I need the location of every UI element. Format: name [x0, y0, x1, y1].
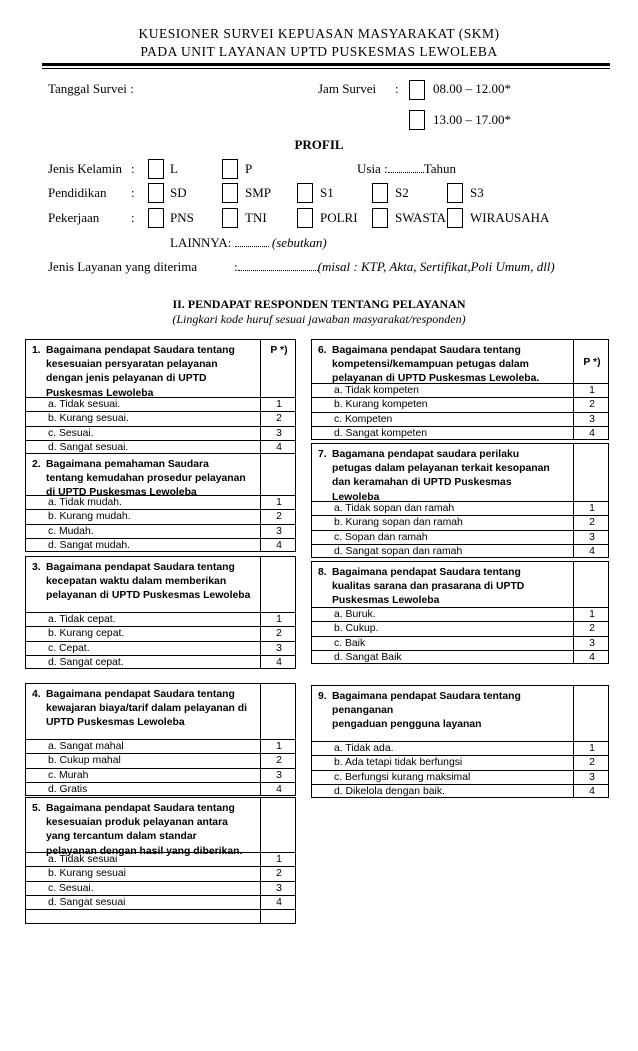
other-job-row [170, 235, 327, 251]
question-3-table [25, 556, 296, 669]
question-4-text-line: Bagaimana pendapat Saudara tentang [46, 689, 235, 700]
question-8-option-score: 3 [589, 637, 595, 649]
question-3-option-label[interactable]: d. Sangat cepat. [48, 656, 124, 668]
question-6-option-label[interactable]: c. Kompeten [334, 413, 393, 425]
question-3-option-label[interactable]: c. Cepat. [48, 642, 90, 654]
question-2-number: 2. [32, 459, 41, 470]
service-type-label: Jenis Layanan yang diterima [48, 259, 198, 274]
question-7-option-score: 2 [589, 517, 595, 529]
question-1-text-line: kesesuaian persyaratan pelayanan [46, 359, 218, 371]
question-2-option-score: 4 [276, 539, 282, 551]
question-4-option-label[interactable]: b. Cukup mahal [48, 755, 121, 767]
question-9-option-label[interactable]: d. Dikelola dengan baik. [334, 785, 445, 797]
time-slot-2-label: 13.00 – 17.00* [433, 112, 511, 127]
question-5-blank-row [26, 910, 295, 924]
question-4-table [25, 683, 296, 796]
question-6-text-line: Bagaimana pendapat Saudara tentang [332, 345, 521, 356]
question-7-option-label[interactable]: a. Tidak sopan dan ramah [334, 503, 455, 514]
question-4-option-score: 2 [276, 755, 282, 767]
question-5-option-label[interactable]: d. Sangat sesuai [48, 896, 126, 908]
gender-l-checkbox[interactable] [148, 159, 164, 179]
gender-label: Jenis Kelamin [48, 161, 123, 176]
question-5-text-line: yang tercantum dalam standar [46, 831, 197, 843]
service-type-hint: (misal : KTP, Akta, Sertifikat,Poli Umum, dll) [317, 259, 555, 274]
job-pns-checkbox[interactable] [148, 208, 164, 228]
question-7-text-line: Lewoleba [332, 491, 380, 503]
question-2-option-score: 1 [276, 497, 282, 508]
question-1-text-line: dengan jenis pelayanan di UPTD [46, 373, 207, 385]
question-6-option-score: 1 [589, 385, 595, 396]
colon: : [395, 81, 399, 96]
job-swasta-checkbox[interactable] [372, 208, 388, 228]
question-3-number: 3. [32, 562, 41, 573]
question-6-option-score: 2 [589, 399, 595, 411]
question-5-option-score: 1 [276, 854, 282, 865]
question-8-option-label[interactable]: d. Sangat Baik [334, 651, 402, 663]
question-9-option-label[interactable]: c. Berfungsi kurang maksimal [334, 771, 471, 783]
time-slot-2-checkbox[interactable] [409, 110, 425, 130]
education-label: Pendidikan [48, 185, 107, 200]
age-input[interactable] [388, 162, 424, 173]
job-polri-label: POLRI [320, 210, 358, 225]
question-2-option-label[interactable]: c. Mudah. [48, 525, 94, 537]
score-column-header: P *) [583, 357, 601, 368]
question-6-option-label[interactable]: a. Tidak kompeten [334, 385, 419, 396]
question-3-option-score: 1 [276, 614, 282, 625]
question-3-text-line: pelayanan di UPTD Puskesmas Lewoleba [46, 590, 251, 602]
question-8-text-line: Bagaimana pendapat Saudara tentang [332, 567, 521, 578]
question-5-table [25, 797, 296, 924]
question-7-text-line: petugas dalam pelayanan terkait kesopanan [332, 463, 550, 475]
question-4-option-label[interactable]: a. Sangat mahal [48, 741, 124, 752]
job-wirausaha-checkbox[interactable] [447, 208, 463, 228]
colon: : [131, 210, 135, 225]
question-7-option-score: 4 [589, 545, 595, 557]
question-8-option-label[interactable]: b. Cukup. [334, 623, 379, 635]
colon: : [131, 161, 135, 176]
form-title-line1: KUESIONER SURVEI KEPUASAN MASYARAKAT (SKM) [138, 26, 500, 41]
colon: : [131, 185, 135, 200]
question-9-option-score: 1 [589, 743, 595, 754]
question-8-option-label[interactable]: a. Buruk. [334, 609, 376, 620]
question-4-number: 4. [32, 689, 41, 700]
question-1-option-label[interactable]: a. Tidak sesuai. [48, 399, 121, 410]
question-9-text-line: penanganan [332, 705, 394, 717]
other-job-input[interactable] [235, 236, 269, 247]
question-2-option-score: 3 [276, 525, 282, 537]
question-3-option-score: 4 [276, 656, 282, 668]
question-5-number: 5. [32, 803, 41, 814]
question-8-option-label[interactable]: c. Baik [334, 637, 366, 649]
question-8-option-score: 2 [589, 623, 595, 635]
question-5-option-score: 4 [276, 896, 282, 908]
edu-s2-label: S2 [395, 185, 409, 200]
question-6-text-line: pelayanan di UPTD Puskesmas Lewoleba. [332, 373, 540, 385]
question-2-text-line: tentang kemudahan prosedur pelayanan [46, 473, 246, 485]
question-6-text-line: kompetensi/kemampuan petugas dalam [332, 359, 529, 371]
question-7-text-line: dan keramahan di UPTD Puskesmas [332, 477, 512, 489]
question-1-option-score: 4 [276, 441, 282, 453]
job-tni-checkbox[interactable] [222, 208, 238, 228]
question-3-option-label[interactable]: b. Kurang cepat. [48, 628, 125, 640]
job-label: Pekerjaan [48, 210, 100, 225]
question-6-option-label[interactable]: b. Kurang kompeten [334, 399, 428, 411]
edu-s1-label: S1 [320, 185, 334, 200]
question-4-text-line: UPTD Puskesmas Lewoleba [46, 717, 185, 729]
other-job-hint: (sebutkan) [271, 235, 327, 250]
question-1-option-label[interactable]: c. Sesuai. [48, 427, 94, 439]
age-unit: Tahun [423, 161, 457, 176]
question-1-option-score: 1 [276, 399, 282, 410]
question-7-option-score: 1 [589, 503, 595, 514]
question-9-option-label[interactable]: a. Tidak ada. [334, 743, 394, 754]
question-2-option-score: 2 [276, 511, 282, 523]
question-4-option-score: 3 [276, 769, 282, 781]
header-rule-thin [42, 68, 610, 69]
question-9-table [311, 685, 609, 798]
job-swasta-label: SWASTA [395, 210, 446, 225]
question-4-text-line: kewajaran biaya/tarif dalam pelayanan di [46, 703, 247, 715]
question-8-option-score: 4 [589, 651, 595, 663]
edu-sd-label: SD [170, 185, 187, 200]
question-2-table [25, 453, 296, 552]
question-6-option-label[interactable]: d. Sangat kompeten [334, 427, 428, 439]
question-5-option-label[interactable]: a. Tidak sesuai [48, 854, 118, 865]
question-1-option-score: 2 [276, 413, 282, 425]
question-3-option-score: 2 [276, 628, 282, 640]
question-5-option-score: 2 [276, 868, 282, 880]
question-9-text-line: pengaduan pengguna layanan [332, 719, 482, 731]
question-1-table [25, 339, 296, 454]
question-5-text-line: pelayanan dengan hasil yang diberikan. [46, 845, 243, 857]
form-title-line2: PADA UNIT LAYANAN UPTD PUSKESMAS LEWOLEBA [140, 44, 498, 59]
colon: : [234, 259, 238, 274]
section2-subtitle: (Lingkari kode huruf sesuai jawaban masyarakat/responden) [172, 312, 466, 326]
question-7-table [311, 443, 609, 558]
question-1-text-line: Puskesmas Lewoleba [46, 387, 154, 399]
question-1-option-label[interactable]: d. Sangat sesuai. [48, 441, 129, 453]
profile-heading: PROFIL [294, 137, 344, 152]
question-7-option-score: 3 [589, 531, 595, 543]
question-7-option-label[interactable]: b. Kurang sopan dan ramah [334, 517, 463, 529]
question-5-text-line: Bagaimana pendapat Saudara tentang [46, 803, 235, 814]
question-8-text-line: kualitas sarana dan prasarana di UPTD [332, 581, 525, 593]
question-5-text-line: kesesuaian produk pelayanan antara [46, 817, 228, 829]
question-2-option-label[interactable]: b. Kurang mudah. [48, 511, 131, 523]
age-label [357, 161, 456, 177]
question-6-number: 6. [318, 345, 327, 356]
time-slot-1-label: 08.00 – 12.00* [433, 81, 511, 96]
edu-smp-label: SMP [245, 185, 272, 200]
question-5-option-label[interactable]: c. Sesuai. [48, 882, 94, 894]
question-7-number: 7. [318, 449, 327, 460]
question-2-option-label[interactable]: d. Sangat mudah. [48, 539, 131, 551]
question-1-number: 1. [32, 345, 41, 356]
job-polri-checkbox[interactable] [297, 208, 313, 228]
question-6-option-score: 3 [589, 413, 595, 425]
job-wirausaha-label: WIRAUSAHA [470, 210, 550, 225]
edu-s1-checkbox[interactable] [297, 183, 313, 203]
question-8-number: 8. [318, 567, 327, 578]
question-2-option-label[interactable]: a. Tidak mudah. [48, 497, 122, 508]
header-rule-thick [42, 63, 610, 66]
question-6-table [311, 339, 609, 440]
question-5-option-label[interactable]: b. Kurang sesuai [48, 868, 126, 880]
edu-sd-checkbox[interactable] [148, 183, 164, 203]
gender-l-label: L [170, 161, 178, 176]
question-3-text-line: Bagaimana pendapat Saudara tentang [46, 562, 235, 573]
question-9-option-score: 2 [589, 757, 595, 769]
question-9-option-score: 4 [589, 785, 595, 797]
score-column-header: P *) [270, 345, 288, 356]
question-8-text-line: Puskesmas Lewoleba [332, 595, 440, 607]
question-1-option-score: 3 [276, 427, 282, 439]
gender-p-label: P [245, 161, 253, 176]
other-job-label: LAINNYA: [170, 235, 232, 250]
survey-date-label: Tanggal Survei : [48, 81, 134, 96]
question-4-option-score: 4 [276, 783, 282, 795]
question-7-option-label[interactable]: c. Sopan dan ramah [334, 531, 428, 543]
question-4-option-score: 1 [276, 741, 282, 752]
question-3-option-label[interactable]: a. Tidak cepat. [48, 614, 116, 625]
question-1-text-line: Bagaimana pendapat Saudara tentang [46, 345, 235, 356]
edu-s3-label: S3 [470, 185, 484, 200]
question-9-option-score: 3 [589, 771, 595, 783]
age-label-text: Usia : [357, 161, 388, 176]
service-type-row [234, 259, 555, 275]
survey-time-label: Jam Survei [318, 81, 377, 96]
edu-s3-checkbox[interactable] [447, 183, 463, 203]
question-7-text-line: Bagamana pendapat saudara perilaku [332, 449, 520, 460]
service-type-input[interactable] [238, 260, 318, 271]
question-8-table [311, 561, 609, 664]
section2-title: II. PENDAPAT RESPONDEN TENTANG PELAYANAN [172, 297, 466, 311]
question-4-option-label[interactable]: c. Murah [48, 769, 89, 781]
gender-p-checkbox[interactable] [222, 159, 238, 179]
question-6-option-score: 4 [589, 427, 595, 439]
question-9-text-line: Bagaimana pendapat Saudara tentang [332, 691, 521, 702]
question-7-option-label[interactable]: d. Sangat sopan dan ramah [334, 545, 463, 557]
question-9-number: 9. [318, 691, 327, 702]
question-5-option-score: 3 [276, 882, 282, 894]
time-slot-1-checkbox[interactable] [409, 80, 425, 100]
question-8-option-score: 1 [589, 609, 595, 620]
question-2-text-line: Bagaimana pemahaman Saudara [46, 459, 209, 470]
job-tni-label: TNI [245, 210, 267, 225]
edu-s2-checkbox[interactable] [372, 183, 388, 203]
edu-smp-checkbox[interactable] [222, 183, 238, 203]
question-2-text-line: di UPTD Puskesmas Lewoleba [46, 487, 197, 499]
question-9-option-label[interactable]: b. Ada tetapi tidak berfungsi [334, 757, 463, 769]
question-3-text-line: kecepatan waktu dalam memberikan [46, 576, 227, 588]
question-1-option-label[interactable]: b. Kurang sesuai. [48, 413, 129, 425]
question-3-option-score: 3 [276, 642, 282, 654]
job-pns-label: PNS [170, 210, 194, 225]
question-4-option-label[interactable]: d. Gratis [48, 783, 88, 795]
